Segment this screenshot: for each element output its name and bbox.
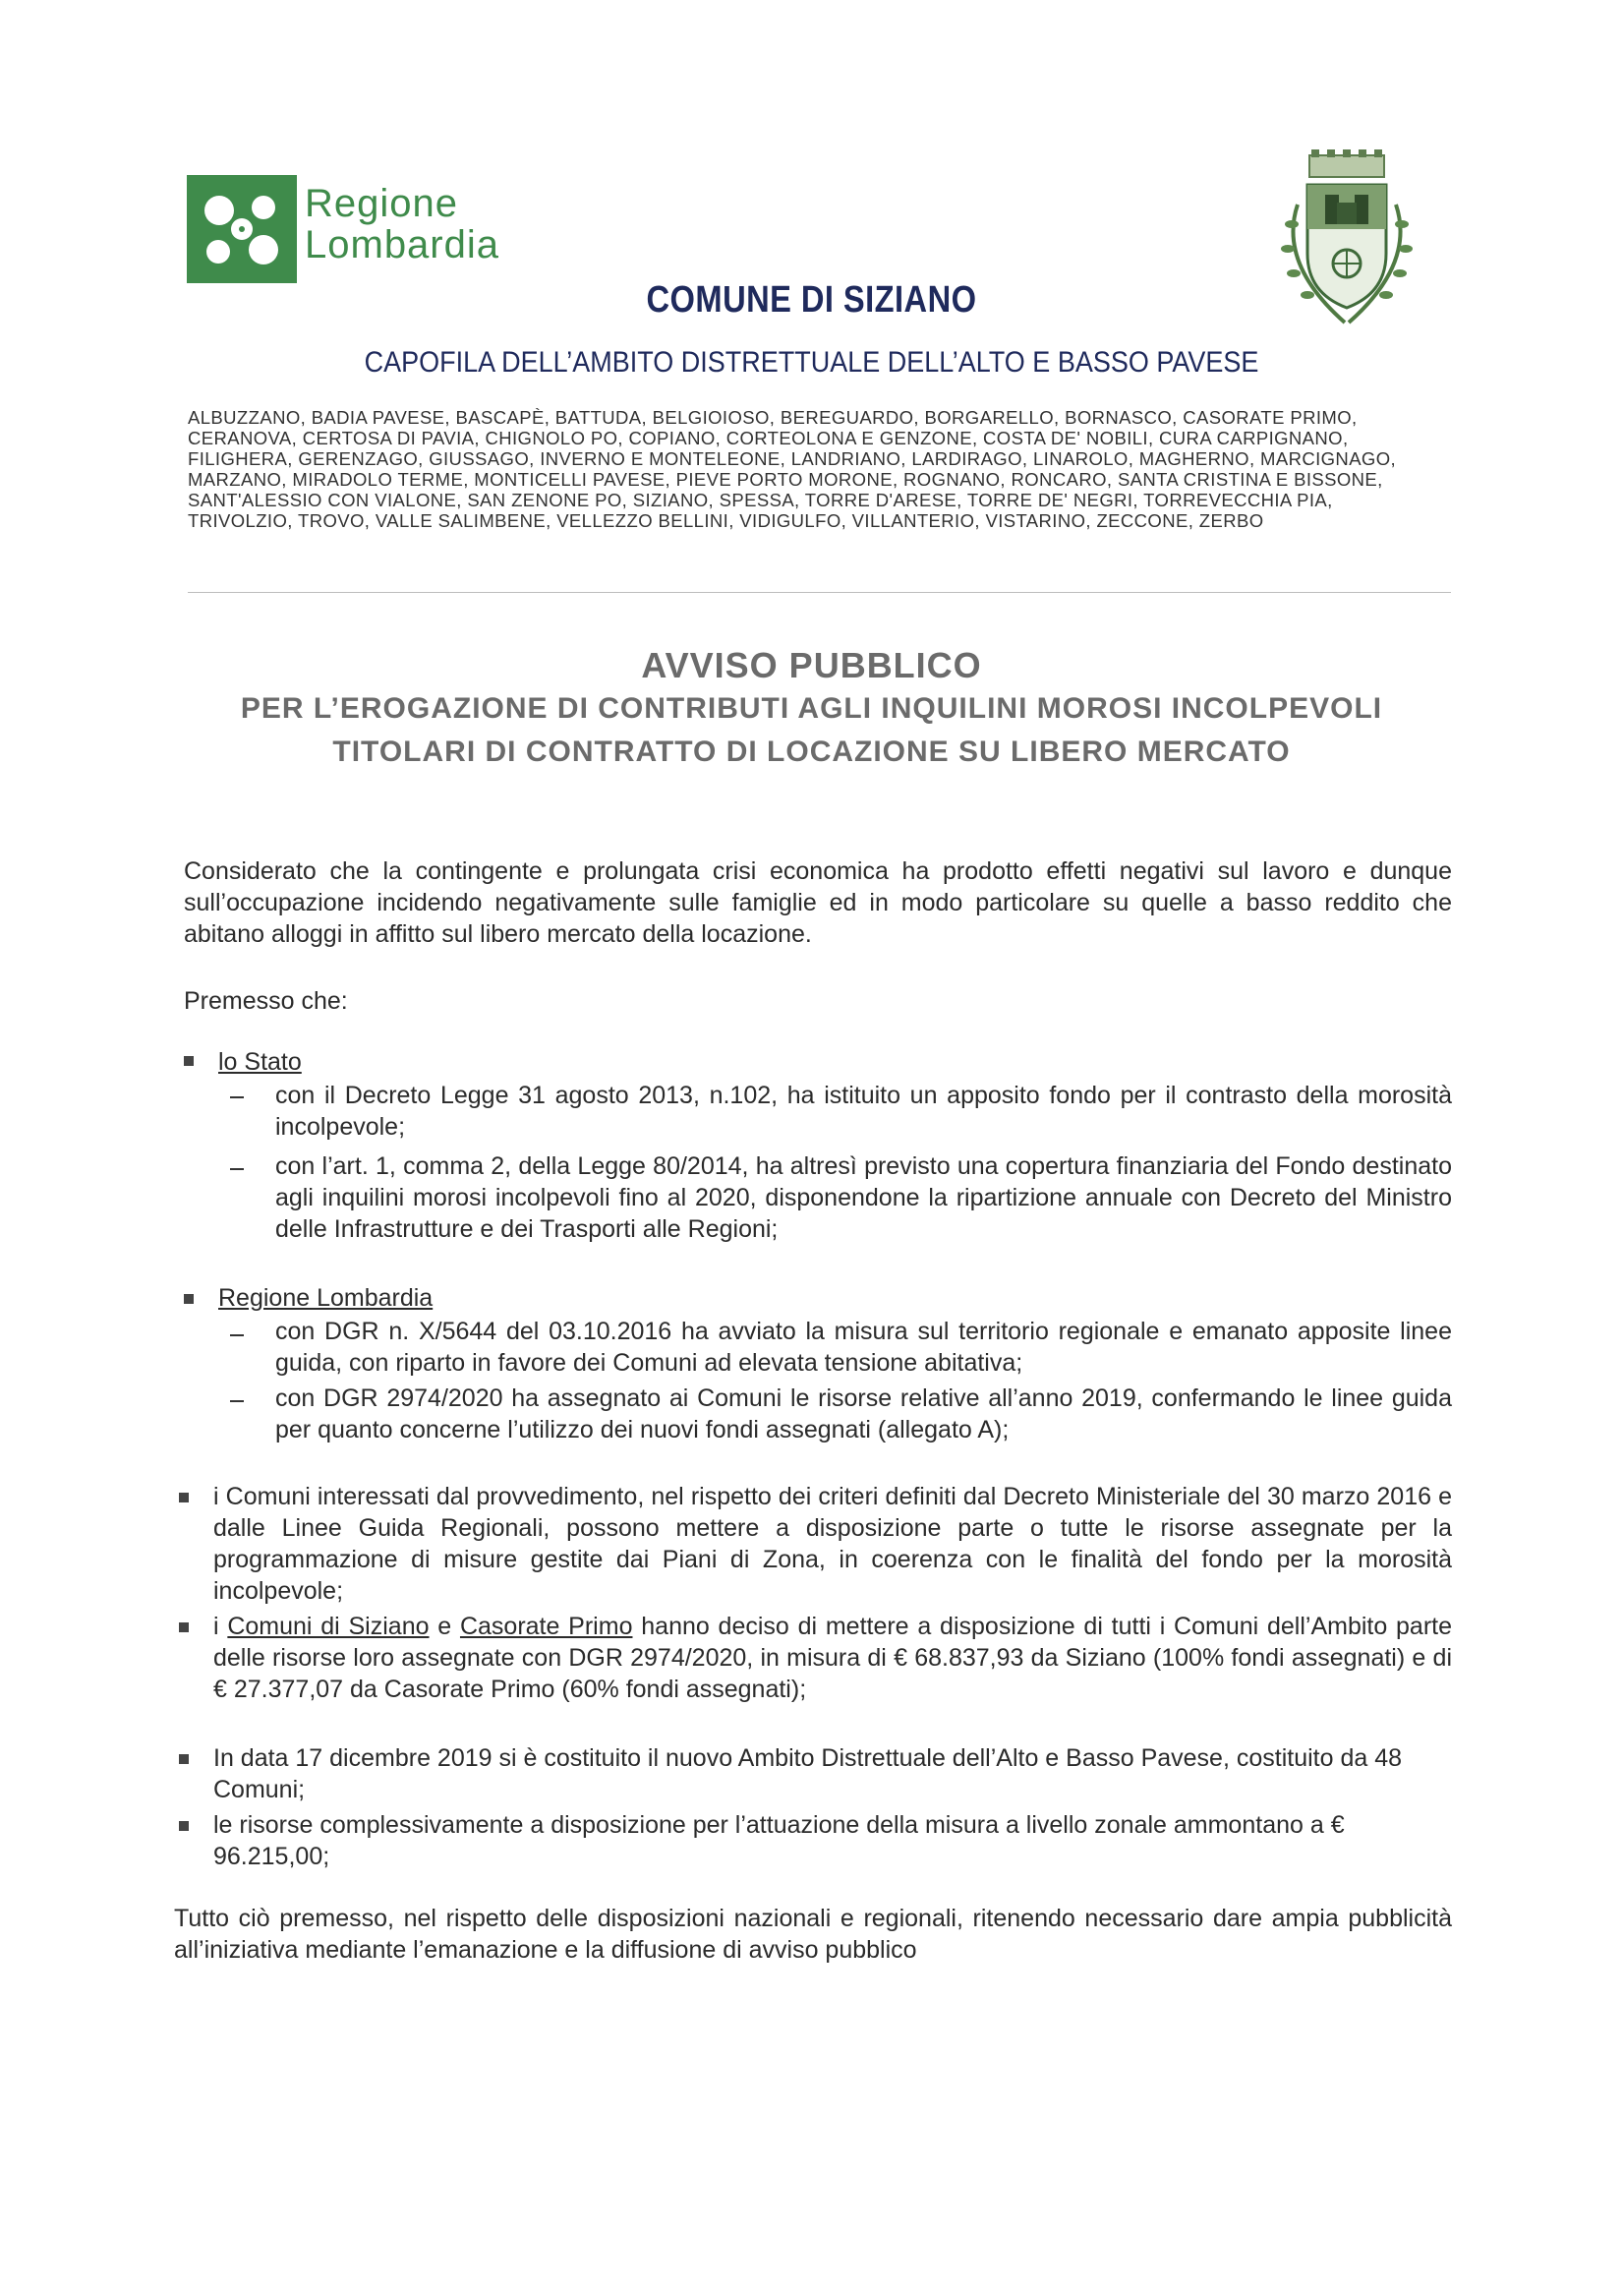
premesso-label: Premesso che: [184,987,348,1015]
comuni-line: ALBUZZANO, BADIA PAVESE, BASCAPÈ, BATTUDA, BELGIOIOSO, BEREGUARDO, BORGARELLO, BORNASCO, CASORATE PRIMO, [188,407,1358,428]
bullet-icon [179,1821,189,1831]
avviso-subtitle-1: PER L’EROGAZIONE DI CONTRIBUTI AGLI INQUILINI MOROSI INCOLPEVOLI [240,692,1383,725]
bullet-icon [184,1294,194,1304]
avviso-title: AVVISO PUBBLICO [641,645,982,685]
dash-icon [230,1096,244,1098]
siziano-connector: e [429,1613,460,1640]
comuni-line: CERANOVA, CERTOSA DI PAVIA, CHIGNOLO PO, COPIANO, CORTEOLONA E GENZONE, COSTA DE' NOBILI, CURA CARPIGNANO, [188,428,1349,448]
conclusione-paragraph: Tutto ciò premesso, nel rispetto delle disposizioni nazionali e regionali, ritenendo necessario dare ampia pubblicità all’iniziativa mediante l’emanazione e la diffusione di avviso pubblico [174,1905,1452,1964]
casorate-primo-link: Casorate Primo [459,1613,633,1640]
siziano-casorate-paragraph [213,1611,1452,1705]
regione-lombardia-logo-icon [187,175,297,283]
comuni-line: TRIVOLZIO, TROVO, VALLE SALIMBENE, VELLEZZO BELLINI, VIDIGULFO, VILLANTERIO, VISTARINO, ZECCONE, ZERBO [188,510,1264,531]
stato-item-2: con l’art. 1, comma 2, della Legge 80/2014, ha altresì previsto una copertura finanziaria del Fondo destinato agli inquilini morosi incolpevoli fino al 2020, disponendone la ripartizione annuale con Decreto del Ministro delle Infrastrutture e dei Trasporti alle Regioni; [275,1152,1452,1243]
stato-label: lo Stato [218,1048,302,1076]
considerato-paragraph: Considerato che la contingente e prolungata crisi economica ha prodotto effetti negativi sul lavoro e dunque sull’occupazione incidendo negativamente sulle famiglie ed in modo particolare su quelle a basso reddito che abitano alloggi in affitto sul libero mercato della locazione. [184,857,1452,948]
dash-icon [230,1400,244,1402]
regione-item-2: con DGR 2974/2020 ha assegnato ai Comuni le risorse relative all’anno 2019, confermando le linee guida per quanto concerne l’utilizzo dei nuovi fondi assegnati (allegato A); [275,1384,1452,1443]
comuni-siziano-link: Comuni di Siziano [227,1613,430,1640]
logo-text [305,183,499,265]
logo-line-2: Lombardia [305,223,500,266]
avviso-subtitle-2: TITOLARI DI CONTRATTO DI LOCAZIONE SU LIBERO MERCATO [332,736,1291,768]
regione-item-1: con DGR n. X/5644 del 03.10.2016 ha avviato la misura sul territorio regionale e emanato apposite linee guida, con riparto in favore dei Comuni ad elevata tensione abitativa; [275,1318,1452,1377]
comuni-line: FILIGHERA, GERENZAGO, GIUSSAGO, INVERNO E MONTELEONE, LANDRIANO, LARDIRAGO, LINAROLO, MAGHERNO, MARCIGNAGO, [188,448,1397,469]
siziano-prefix: i [213,1613,228,1640]
siziano-rest: hanno deciso di mettere a disposizione di tutti i Comuni dell’Ambito parte delle risorse loro assegnate con DGR 2974/2020, in misura di € 68.837,93 da Siziano (100% fondi assegnati) e di € 27.377,07 da Casorate Primo (60% fondi assegnati); [213,1613,1453,1703]
bullet-icon [184,1056,194,1066]
logo-line-1: Regione [305,182,459,225]
ambito-paragraph: In data 17 dicembre 2019 si è costituito il nuovo Ambito Distrettuale dell’Alto e Basso Pavese, costituito da 48 Comuni; [213,1744,1403,1803]
bullet-icon [179,1493,189,1502]
comuni-interessati-paragraph: i Comuni interessati dal provvedimento, nel rispetto dei criteri definiti dal Decreto Ministeriale del 30 marzo 2016 e dalle Linee Guida Regionali, possono mettere a disposizione parte o tutte le risorse assegnate per la programmazione di misure gestite dai Piani di Zona, in coerenza con le finalità del fondo per la morosità incolpevole; [213,1483,1452,1605]
dash-icon [230,1334,244,1336]
comuni-list [188,407,1456,531]
comuni-line: MARZANO, MIRADOLO TERME, MONTICELLI PAVESE, PIEVE PORTO MORONE, ROGNANO, RONCARO, SANTA CRISTINA E BISSONE, [188,469,1383,490]
dash-icon [230,1168,244,1170]
regione-label: Regione Lombardia [218,1284,434,1312]
bullet-icon [179,1754,189,1764]
header-divider [188,592,1451,593]
stato-item-1: con il Decreto Legge 31 agosto 2013, n.102, ha istituito un apposito fondo per il contrasto della morosità incolpevole; [275,1082,1452,1141]
capofila-subtitle: CAPOFILA DELL’AMBITO DISTRETTUALE DELL’ALTO E BASSO PAVESE [364,346,1259,379]
risorse-paragraph: le risorse complessivamente a disposizione per l’attuazione della misura a livello zonale ammontano a € 96.215,00; [213,1811,1345,1870]
comuni-line: SANT'ALESSIO CON VIALONE, SAN ZENONE PO, SIZIANO, SPESSA, TORRE D'ARESE, TORRE DE' NEGRI, TORREVECCHIA PIA, [188,490,1333,510]
comune-title: COMUNE DI SIZIANO [646,279,977,321]
bullet-icon [179,1622,189,1632]
